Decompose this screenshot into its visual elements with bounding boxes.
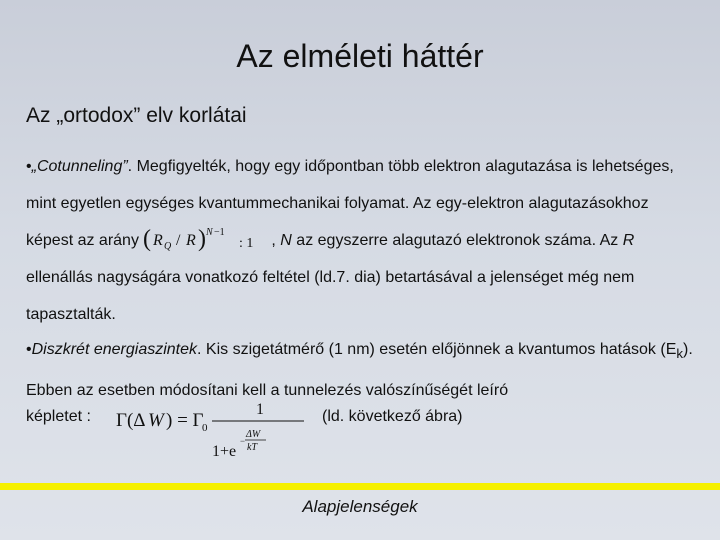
svg-text:Q: Q bbox=[164, 240, 172, 252]
svg-text:R: R bbox=[153, 231, 164, 249]
formula-row bbox=[26, 398, 696, 468]
tunneling-rate-formula bbox=[116, 398, 316, 468]
svg-text:N: N bbox=[206, 226, 214, 238]
term-cotunneling: „Cotunneling” bbox=[31, 158, 128, 175]
svg-text:R: R bbox=[186, 231, 197, 249]
term-discrete-levels: Diszkrét energiaszintek bbox=[31, 341, 198, 358]
svg-text:−: − bbox=[240, 436, 246, 446]
bullet1-text-d: ellenállás nagyságára vonatkozó feltétel (ld.7. dia) betartásával a jelenséget még nem tapasztalták. bbox=[26, 269, 635, 323]
svg-text:): ) bbox=[198, 225, 207, 252]
svg-text:W: W bbox=[148, 410, 164, 431]
bullet1-text-a: . Megfigyelték, hogy egy időpontban több elektron alagutazása is lehetséges, mint egyetlen egységes kvantummechanikai folyamat. Az egy-elektron alagutazásokhoz képest az arány bbox=[26, 158, 674, 249]
svg-text:/: / bbox=[176, 231, 181, 249]
bullet-marker: • bbox=[26, 341, 32, 358]
bullet-marker: • bbox=[26, 158, 32, 175]
svg-text:) = Γ: ) = Γ bbox=[166, 410, 204, 431]
formula-note: (ld. következő ábra) bbox=[322, 408, 463, 425]
svg-text:ΔW: ΔW bbox=[246, 429, 261, 440]
bullet1-text-b: , bbox=[271, 232, 281, 249]
svg-text:(: ( bbox=[143, 225, 152, 252]
svg-text:0: 0 bbox=[202, 422, 208, 434]
svg-text:: 1: : 1 bbox=[239, 235, 254, 251]
var-r: R bbox=[622, 232, 635, 249]
ratio-formula bbox=[143, 224, 271, 254]
svg-text:−1: −1 bbox=[214, 226, 226, 238]
formula-label: képletet : bbox=[26, 408, 91, 425]
var-n: N bbox=[280, 232, 292, 249]
svg-text:kT: kT bbox=[247, 442, 257, 453]
subscript-k: k bbox=[676, 346, 684, 362]
bullet1-text-c: az egyszerre alagutazó elektronok száma. Az bbox=[291, 232, 623, 249]
bullet-cotunneling bbox=[26, 148, 696, 333]
slide-subtitle: Az „ortodox” elv korlátai bbox=[26, 104, 247, 127]
svg-text:Γ(Δ: Γ(Δ bbox=[116, 410, 146, 431]
footer-title: Alapjelenségek bbox=[302, 497, 418, 516]
slide-title: Az elméleti háttér bbox=[236, 38, 484, 74]
svg-text:1: 1 bbox=[256, 401, 264, 418]
svg-text:1+e: 1+e bbox=[212, 443, 237, 460]
bullet2-text-b: ). Ebben az esetben módosítani kell a tunnelezés valószínűségét leíró bbox=[26, 341, 693, 400]
bullet2-text-a: . Kis szigetátmérő (1 nm) esetén előjönnek a kvantumos hatások (E bbox=[197, 341, 677, 358]
footer-divider bbox=[0, 483, 720, 490]
